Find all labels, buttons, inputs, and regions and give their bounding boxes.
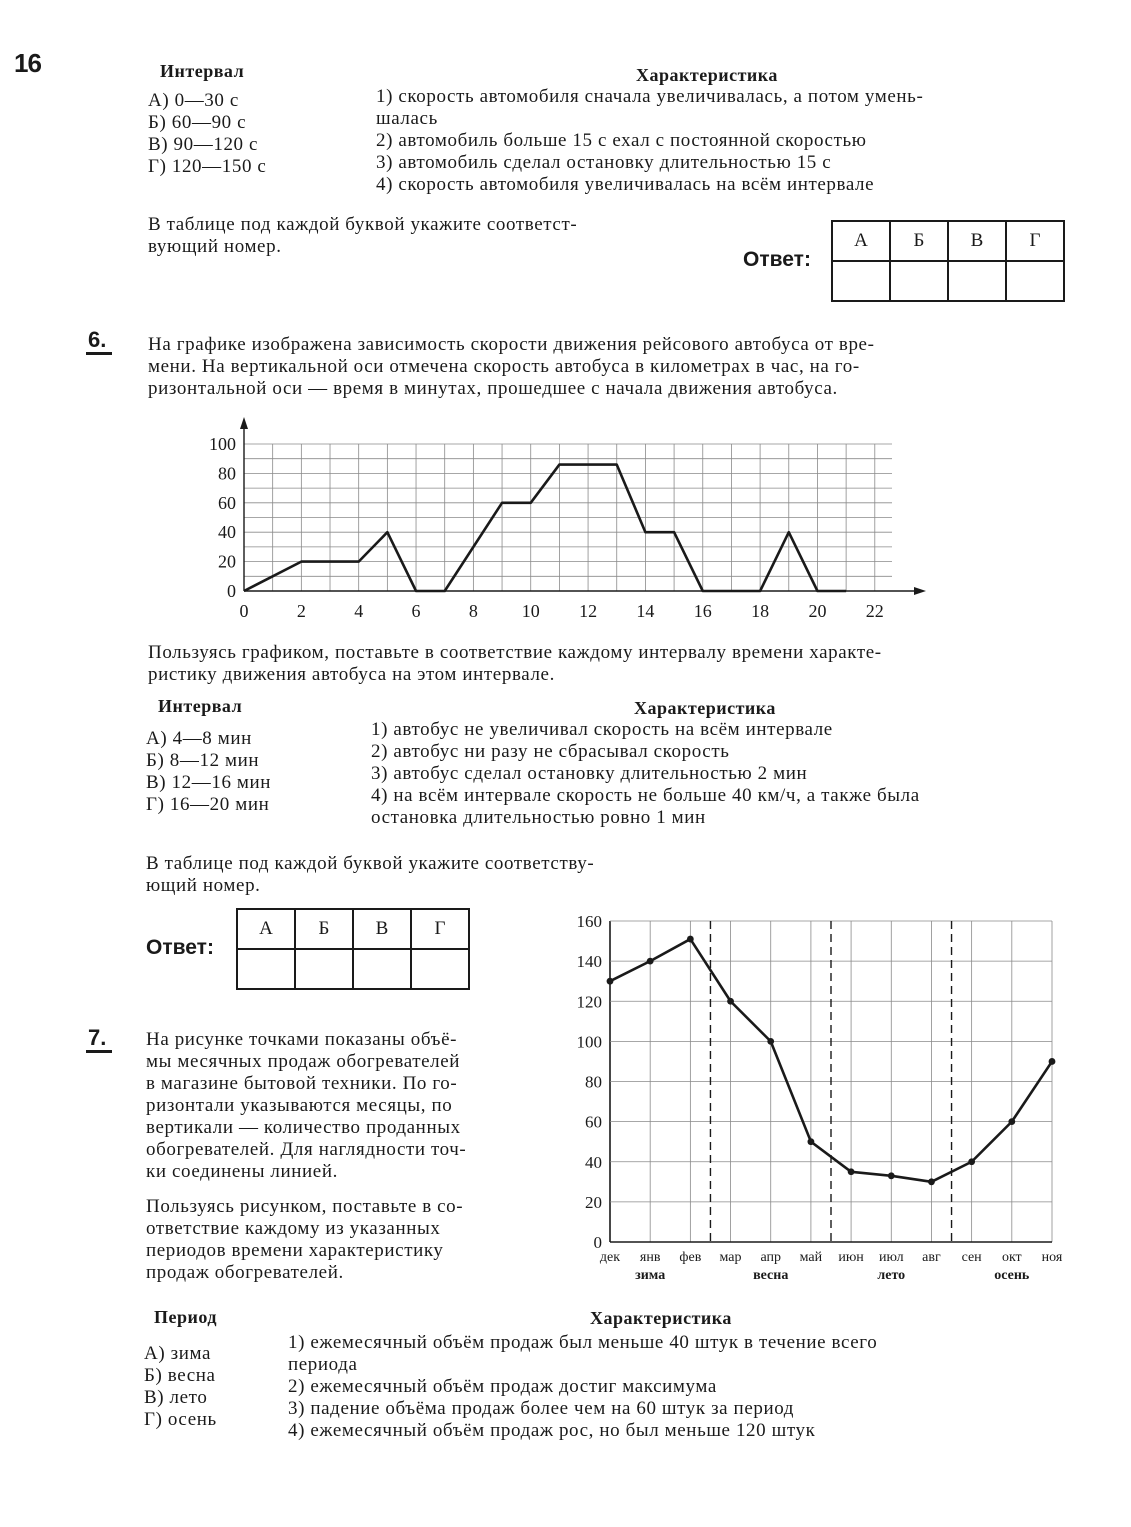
season-label: осень xyxy=(994,1268,1030,1283)
interval-item: В) 90—120 с xyxy=(148,134,259,155)
char-item: 1) скорость автомобиля сначала увеличивалась, а потом умень- xyxy=(376,86,924,107)
char-item: 4) на всём интервале скорость не больше 40 км/ч, а также была xyxy=(371,785,920,806)
char-item: остановка длительностью ровно 1 мин xyxy=(371,807,706,828)
season-labels xyxy=(635,1268,1030,1283)
period-header: Период xyxy=(154,1307,217,1327)
text-line: Пользуясь рисунком, поставьте в со- xyxy=(146,1196,464,1217)
char-item: 2) автомобиль больше 15 с ехал с постоянной скоростью xyxy=(376,130,867,151)
x-tick-label: июн xyxy=(838,1250,864,1265)
x-tick-label: 8 xyxy=(468,601,478,621)
char-header-6: Характеристика xyxy=(634,698,776,718)
x-tick-label: фев xyxy=(679,1250,702,1265)
interval-item: Г) 120—150 с xyxy=(148,156,267,177)
answer-letter: В xyxy=(353,909,411,949)
answer-letter: А xyxy=(237,909,295,949)
interval-header-6: Интервал xyxy=(158,696,243,716)
x-tick-label: 12 xyxy=(579,601,598,621)
text-line: Пользуясь графиком, поставьте в соответствие каждому интервалу времени характе- xyxy=(148,642,882,663)
instruction-line: В таблице под каждой буквой укажите соответству- xyxy=(146,853,595,874)
interval-item: Г) 16—20 мин xyxy=(146,794,270,815)
text-line: обогревателей. Для наглядности точ- xyxy=(146,1139,467,1160)
data-point xyxy=(727,998,734,1005)
x-tick-label: 18 xyxy=(751,601,770,621)
y-tick-labels xyxy=(577,912,603,1252)
text-line: ризонтальной оси — время в минутах, прошедшее с начала движения автобуса. xyxy=(148,378,838,399)
data-point xyxy=(808,1138,815,1145)
text-line: ответствие каждому из указанных xyxy=(146,1218,441,1239)
char-header-5: Характеристика xyxy=(636,65,778,85)
season-label: весна xyxy=(753,1268,789,1283)
period-item: Г) осень xyxy=(144,1409,217,1430)
answer-letter: Б xyxy=(890,221,948,261)
y-tick-label: 160 xyxy=(576,912,602,931)
answer-letter: Г xyxy=(1006,221,1064,261)
char-list-7 xyxy=(288,1332,877,1442)
answer-letter: А xyxy=(832,221,890,261)
y-tick-label: 80 xyxy=(218,463,236,484)
y-tick-label: 20 xyxy=(585,1192,602,1212)
x-tick-label: 4 xyxy=(354,601,364,621)
char-item: 1) автобус не увеличивал скорость на всём интервале xyxy=(371,719,833,740)
x-tick-labels xyxy=(240,601,884,621)
task6-text xyxy=(148,334,875,400)
task7-text xyxy=(146,1029,466,1183)
char-item: периода xyxy=(288,1354,358,1375)
x-tick-label: май xyxy=(799,1250,823,1265)
y-tick-label: 20 xyxy=(218,551,236,572)
y-axis-arrow xyxy=(240,417,248,429)
text-line: периодов времени характеристику xyxy=(146,1240,444,1261)
answer-label-6: Ответ: xyxy=(146,936,214,959)
data-point xyxy=(848,1168,855,1175)
y-tick-label: 100 xyxy=(209,434,236,454)
y-tick-label: 40 xyxy=(585,1152,602,1172)
char-header-7: Характеристика xyxy=(590,1308,732,1328)
x-tick-label: 14 xyxy=(636,601,655,621)
instruction-5 xyxy=(148,214,577,258)
instruction-line: В таблице под каждой буквой укажите соответст- xyxy=(148,214,578,235)
period-item: В) лето xyxy=(144,1387,208,1408)
x-tick-label: 0 xyxy=(239,601,249,621)
period-list xyxy=(144,1343,217,1431)
y-tick-label: 60 xyxy=(585,1112,602,1132)
y-tick-label: 60 xyxy=(218,492,236,513)
task-number-6: 6. xyxy=(86,328,112,355)
interval-item: А) 4—8 мин xyxy=(146,728,252,749)
interval-list-6 xyxy=(146,728,271,816)
answer-table-5 xyxy=(831,220,1065,302)
x-tick-label: июл xyxy=(878,1250,904,1265)
instruction-line: вующий номер. xyxy=(148,236,282,257)
text-line: мени. На вертикальной оси отмечена скорость автобуса в километрах в час, на го- xyxy=(148,356,860,377)
page-number: 16 xyxy=(14,48,41,78)
x-tick-label: окт xyxy=(1001,1250,1022,1265)
y-tick-label: 100 xyxy=(576,1032,602,1052)
y-tick-label: 0 xyxy=(227,581,236,601)
interval-item: А) 0—30 с xyxy=(148,90,239,111)
speed-line xyxy=(244,465,846,591)
char-list-6 xyxy=(371,719,920,829)
answer-cell[interactable] xyxy=(890,261,948,301)
data-point xyxy=(928,1178,935,1185)
task-number-7: 7. xyxy=(86,1026,112,1053)
answer-letter: Г xyxy=(411,909,469,949)
x-tick-label: апр xyxy=(760,1250,781,1265)
task7-prompt xyxy=(146,1196,463,1284)
x-axis-arrow xyxy=(914,587,926,595)
data-point xyxy=(767,1038,774,1045)
interval-item: Б) 8—12 мин xyxy=(146,750,260,771)
x-tick-label: ноя xyxy=(1041,1250,1063,1265)
x-tick-label: 20 xyxy=(808,601,827,621)
y-tick-label: 120 xyxy=(576,992,602,1012)
data-point xyxy=(687,936,694,943)
char-item: 3) падение объёма продаж более чем на 60 штук за период xyxy=(288,1398,795,1419)
x-tick-label: 10 xyxy=(521,601,540,621)
x-tick-label: сен xyxy=(961,1250,982,1265)
y-tick-label: 0 xyxy=(593,1233,602,1252)
answer-cell[interactable] xyxy=(411,949,469,989)
text-line: мы месячных продаж обогревателей xyxy=(146,1051,461,1072)
x-tick-label: янв xyxy=(639,1250,661,1265)
season-label: зима xyxy=(635,1268,666,1283)
instruction-6 xyxy=(146,853,594,897)
answer-cell[interactable] xyxy=(237,949,295,989)
task6-prompt xyxy=(148,642,882,686)
text-line: ризонтали указываются месяцы, по xyxy=(146,1095,453,1116)
answer-cell[interactable] xyxy=(353,949,411,989)
x-tick-label: мар xyxy=(719,1250,742,1265)
period-item: Б) весна xyxy=(144,1365,216,1386)
heater-sales-chart xyxy=(560,908,1080,1290)
season-label: лето xyxy=(877,1268,906,1283)
char-item: шалась xyxy=(376,108,438,129)
data-point xyxy=(888,1172,895,1179)
bus-speed-chart xyxy=(195,415,935,630)
answer-cell[interactable] xyxy=(948,261,1006,301)
text-line: На графике изображена зависимость скорости движения рейсового автобуса от вре- xyxy=(148,334,875,355)
char-item: 3) автомобиль сделал остановку длительностью 15 с xyxy=(376,152,832,173)
char-item: 3) автобус сделал остановку длительностью 2 мин xyxy=(371,763,808,784)
text-line: вертикали — количество проданных xyxy=(146,1117,461,1138)
answer-table-6 xyxy=(236,908,470,990)
interval-list-5 xyxy=(148,90,266,178)
x-tick-label: дек xyxy=(599,1250,621,1265)
y-tick-label: 40 xyxy=(218,522,236,543)
y-tick-labels xyxy=(209,434,236,601)
answer-letter: В xyxy=(948,221,1006,261)
series-line xyxy=(244,465,846,591)
char-item: 4) скорость автомобиля увеличивалась на всём интервале xyxy=(376,174,875,195)
instruction-line: ющий номер. xyxy=(146,875,261,896)
answer-cell[interactable] xyxy=(1006,261,1064,301)
char-item: 4) ежемесячный объём продаж рос, но был меньше 120 штук xyxy=(288,1420,816,1441)
chart-grid xyxy=(244,444,892,591)
text-line: продаж обогревателей. xyxy=(146,1262,344,1283)
x-tick-label: 2 xyxy=(296,601,306,621)
y-tick-label: 140 xyxy=(576,952,602,972)
period-item: А) зима xyxy=(144,1343,211,1364)
x-tick-labels xyxy=(600,1250,1063,1265)
char-item: 1) ежемесячный объём продаж был меньше 40 штук в течение всего xyxy=(288,1332,878,1353)
x-tick-label: 6 xyxy=(411,601,421,621)
x-tick-label: 22 xyxy=(865,601,884,621)
text-line: ристику движения автобуса на этом интервале. xyxy=(148,664,555,685)
data-point xyxy=(647,958,654,965)
interval-item: Б) 60—90 с xyxy=(148,112,247,133)
text-line: в магазине бытовой техники. По го- xyxy=(146,1073,458,1094)
answer-label-5: Ответ: xyxy=(743,248,811,271)
data-point xyxy=(607,978,614,985)
interval-header-5: Интервал xyxy=(160,61,245,81)
y-tick-label: 80 xyxy=(585,1072,602,1092)
char-list-5 xyxy=(376,86,923,196)
text-line: На рисунке точками показаны объё- xyxy=(146,1029,458,1050)
interval-item: В) 12—16 мин xyxy=(146,772,272,793)
answer-letter: Б xyxy=(295,909,353,949)
data-point xyxy=(1008,1118,1015,1125)
answer-cell[interactable] xyxy=(832,261,890,301)
data-point xyxy=(1049,1058,1056,1065)
char-item: 2) автобус ни разу не сбрасывал скорость xyxy=(371,741,730,762)
char-item: 2) ежемесячный объём продаж достиг максимума xyxy=(288,1376,717,1397)
x-tick-label: авг xyxy=(922,1250,941,1265)
x-tick-label: 16 xyxy=(693,601,712,621)
text-line: ки соединены линией. xyxy=(146,1161,338,1182)
answer-cell[interactable] xyxy=(295,949,353,989)
data-point xyxy=(968,1158,975,1165)
